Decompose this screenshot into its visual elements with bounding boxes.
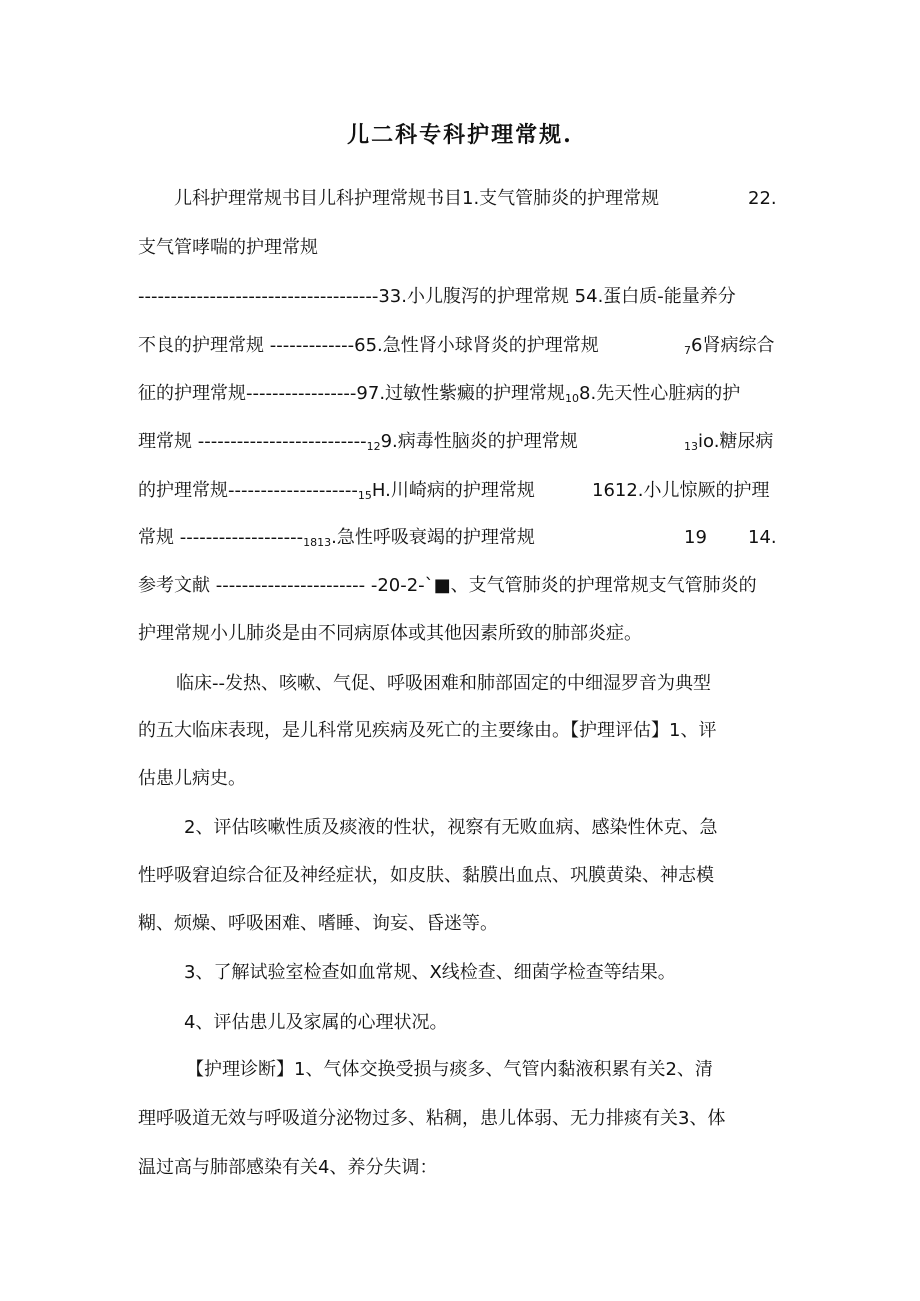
toc-line-5-tail: 8.先天性心脏病的护 [579, 383, 741, 404]
toc-line-6-right-text: io.糖尿病 [698, 431, 774, 452]
clinical-line-1: 临床--发热、咳嗽、气促、呼吸困难和肺部固定的中细湿罗音为典型 [176, 673, 711, 694]
toc-line-10: 护理常规小儿肺炎是由不同病原体或其他因素所致的肺部炎症。 [138, 623, 642, 644]
toc-line-4 [138, 333, 599, 359]
toc-line-5 [138, 381, 740, 412]
toc-line-8-sub: 1813 [303, 536, 332, 549]
toc-line-8-page: 19 [684, 527, 707, 548]
toc-line-6 [138, 429, 578, 460]
toc-line-6-main: 理常规 -------------------------- [138, 431, 367, 452]
toc-line-7-main: 的护理常规-------------------- [138, 480, 358, 501]
toc-line-1-right: 22. [748, 188, 777, 209]
diagnosis-line-2: 理呼吸道无效与呼吸道分泌物过多、粘稠，患儿体弱、无力排痰有关3、体 [138, 1108, 726, 1129]
toc-line-4-right-text: 6肾病综合 [691, 335, 775, 356]
toc-line-6-right-sub: 13 [684, 440, 698, 453]
clinical-line-3: 估患儿病史。 [138, 768, 246, 789]
toc-line-1: 儿科护理常规书目儿科护理常规书目1.支气管肺炎的护理常规 [174, 188, 660, 209]
assessment-item-4: 4、评估患儿及家属的心理状况。 [184, 1012, 448, 1033]
toc-line-4-right [684, 333, 774, 364]
toc-line-7-right: 1612.小儿惊厥的护理 [592, 480, 770, 501]
assessment-item-3: 3、了解试验室检查如血常规、X线检查、细菌学检查等结果。 [184, 962, 676, 983]
assessment-item-2-line-2: 性呼吸窘迫综合征及神经症状，如皮肤、黏膜出血点、巩膜黄染、神志模 [138, 865, 714, 886]
clinical-line-2: 的五大临床表现，是儿科常见疾病及死亡的主要缘由。【护理评估】1、评 [138, 720, 717, 741]
toc-line-3: -------------------------------------33.小儿腹泻的护理常规 54.蛋白质-能量养分 [138, 286, 736, 307]
toc-line-9: 参考文献 ----------------------- -20-2-`■、支气管肺炎的护理常规支气管肺炎的 [138, 575, 757, 596]
toc-line-7-sub: 15 [357, 489, 372, 502]
assessment-item-2-line-3: 糊、烦燥、呼吸困难、嗜睡、询妄、昏迷等。 [138, 913, 498, 934]
toc-line-6-sub: 12 [366, 440, 381, 453]
diagnosis-line-1: 【护理诊断】1、气体交换受损与痰多、气管内黏液积累有关2、清 [186, 1059, 713, 1080]
toc-line-7-tail: H.川崎病的护理常规 [371, 480, 535, 501]
toc-line-6-right [684, 429, 773, 460]
toc-line-5-sub: 10 [565, 392, 580, 405]
toc-line-6-tail: 9.病毒性脑炎的护理常规 [380, 431, 578, 452]
document-title: 儿二科专科护理常规. [347, 122, 573, 148]
toc-line-7 [138, 478, 535, 509]
assessment-item-2-line-1: 2、评估咳嗽性质及痰液的性状，视察有无败血病、感染性休克、急 [184, 817, 718, 838]
toc-line-5-main: 征的护理常规-----------------97.过敏性紫癜的护理常规 [138, 383, 566, 404]
toc-line-8-main: 常规 ------------------- [138, 527, 304, 548]
diagnosis-line-3: 温过高与肺部感染有关4、养分失调： [138, 1157, 438, 1178]
toc-line-4-text: 不良的护理常规 -------------65.急性肾小球肾炎的护理常规 [138, 335, 599, 356]
toc-line-8-tail: .急性呼吸衰竭的护理常规 [331, 527, 535, 548]
toc-line-2: 支气管哮喘的护理常规 [138, 237, 318, 258]
toc-line-4-sub: 7 [684, 344, 691, 357]
toc-line-8 [138, 525, 535, 556]
toc-line-8-right: 14. [748, 527, 777, 548]
